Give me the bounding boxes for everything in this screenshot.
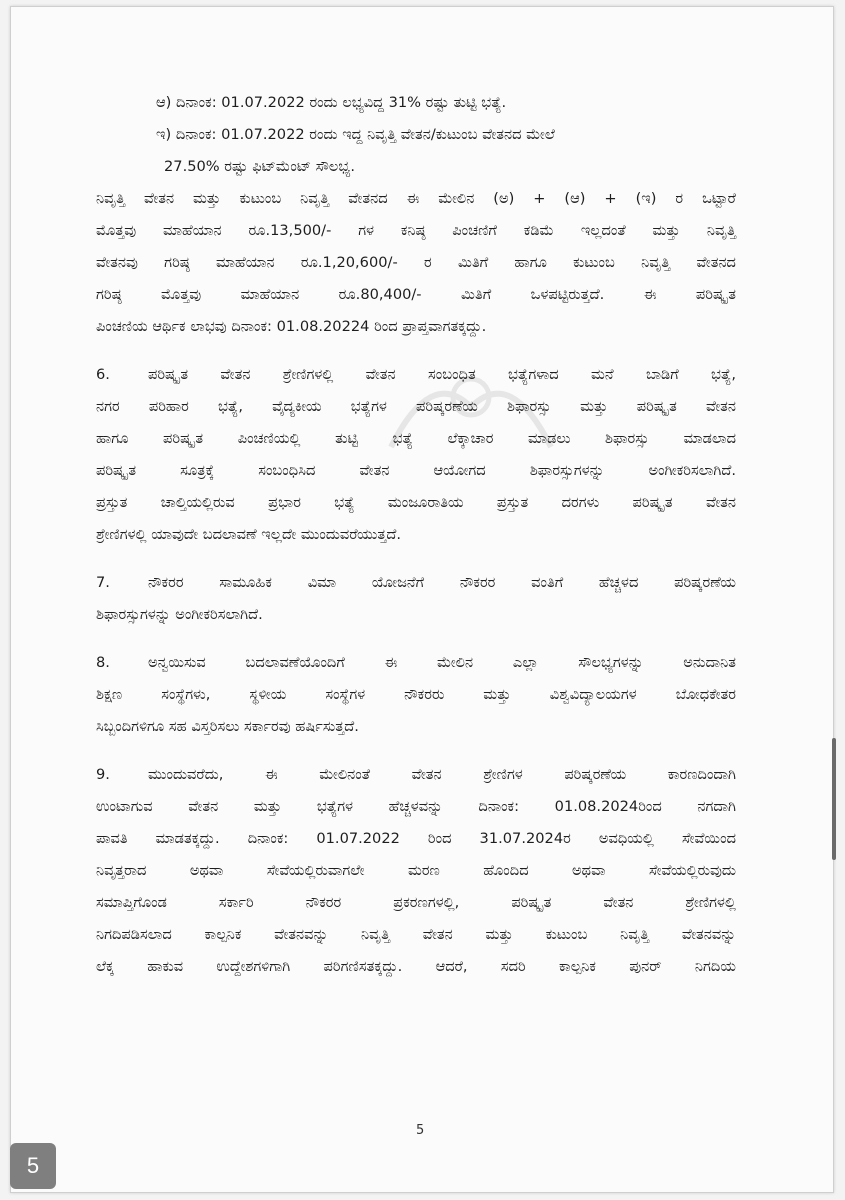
paragraph-9-first-line xyxy=(96,759,736,791)
paragraph-8-first-line xyxy=(96,647,736,679)
document-body xyxy=(96,87,736,983)
document-page xyxy=(10,6,834,1193)
paragraph-line: ಶಿಫಾರಸ್ಸುಗಳನ್ನು ಅಂಗೀಕರಿಸಲಾಗಿದೆ. xyxy=(96,606,263,623)
page-indicator-badge[interactable]: 5 xyxy=(10,1143,56,1189)
paragraph-line: ಪರಿಷ್ಕೃತ ಸೂತ್ರಕ್ಕೆ ಸಂಬಂಧಿಸಿದ ವೇತನ ಆಯೋಗದ ಶಿಫಾರಸ್ಸುಗಳನ್ನು ಅಂಗೀಕರಿಸಲಾಗಿದೆ. xyxy=(96,462,736,479)
paragraph-line: ನಗರ ಪರಿಹಾರ ಭತ್ಯೆ, ವೈದ್ಯಕೀಯ ಭತ್ಯೆಗಳ ಪರಿಷ್ಕರಣೆಯ ಶಿಫಾರಸ್ಸು ಮತ್ತು ಪರಿಷ್ಕೃತ ವೇತನ xyxy=(96,398,736,415)
paragraph-line: ನಿವೃತ್ತಿ ವೇತನ ಮತ್ತು ಕುಟುಂಬ ನಿವೃತ್ತಿ ವೇತನದ ಈ ಮೇಲಿನ (ಅ) + (ಆ) + (ಇ) ರ ಒಟ್ಟಾರೆ xyxy=(96,190,736,207)
paragraph-6-first-line xyxy=(96,359,736,391)
paragraph-line: ಲೆಕ್ಕ ಹಾಕುವ ಉದ್ದೇಶಗಳಿಗಾಗಿ ಪರಿಗಣಿಸತಕ್ಕದ್ದು. ಆದರೆ, ಸದರಿ ಕಾಲ್ಪನಿಕ ಪುನರ್ ನಿಗದಿಯ xyxy=(96,958,736,975)
paragraph-line: ಶ್ರೇಣಿಗಳಲ್ಲಿ ಯಾವುದೇ ಬದಲಾವಣೆ ಇಲ್ಲದೇ ಮುಂದುವರೆಯುತ್ತದೆ. xyxy=(96,526,401,543)
paragraph-line: ನಿಗದಿಪಡಿಸಲಾದ ಕಾಲ್ಪನಿಕ ವೇತನವನ್ನು ನಿವೃತ್ತಿ ವೇತನ ಮತ್ತು ಕುಟುಂಬ ನಿವೃತ್ತಿ ವೇತನವನ್ನು xyxy=(96,926,736,943)
scrollbar-thumb[interactable] xyxy=(832,738,836,860)
paragraph-line: ಹಾಗೂ ಪರಿಷ್ಕೃತ ಪಿಂಚಣಿಯಲ್ಲಿ ತುಟ್ಟಿ ಭತ್ಯೆ ಲೆಕ್ಕಾಚಾರ ಮಾಡಲು ಶಿಫಾರಸ್ಸು ಮಾಡಲಾದ xyxy=(96,430,736,447)
paragraph-number: 9. xyxy=(96,766,110,783)
page-number: 5 xyxy=(416,1123,425,1138)
list-item-i-continued: 27.50% ರಷ್ಟು ಫಿಟ್‌ಮೆಂಟ್ ಸೌಲಭ್ಯ. xyxy=(164,158,356,175)
paragraph-line: ಪಿಂಚಣಿಯ ಆರ್ಥಿಕ ಲಾಭವು ದಿನಾಂಕ: 01.08.20224 ರಿಂದ ಪ್ರಾಪ್ತವಾಗತಕ್ಕದ್ದು. xyxy=(96,318,487,335)
paragraph-text: ಮುಂದುವರೆದು, ಈ ಮೇಲಿನಂತೆ ವೇತನ ಶ್ರೇಣಿಗಳ ಪರಿಷ್ಕರಣೆಯ ಕಾರಣದಿಂದಾಗಿ xyxy=(148,766,736,783)
list-item-aa: ಆ) ದಿನಾಂಕ: 01.07.2022 ರಂದು ಲಭ್ಯವಿದ್ದ 31% ರಷ್ಟು ತುಟ್ಟಿ ಭತ್ಯೆ. xyxy=(156,94,507,111)
paragraph-line: ಗರಿಷ್ಠ ಮೊತ್ತವು ಮಾಹೆಯಾನ ರೂ.80,400/- ಮಿತಿಗೆ ಒಳಪಟ್ಟಿರುತ್ತದೆ. ಈ ಪರಿಷ್ಕೃತ xyxy=(96,286,736,303)
paragraph-text: ಅನ್ವಯಿಸುವ ಬದಲಾವಣೆಯೊಂದಿಗೆ ಈ ಮೇಲಿನ ಎಲ್ಲಾ ಸೌಲಭ್ಯಗಳನ್ನು ಅನುದಾನಿತ xyxy=(148,654,736,671)
paragraph-text: ನೌಕರರ ಸಾಮೂಹಿಕ ವಿಮಾ ಯೋಜನೆಗೆ ನೌಕರರ ವಂತಿಗೆ ಹೆಚ್ಚಳದ ಪರಿಷ್ಕರಣೆಯ xyxy=(148,574,736,591)
paragraph-7-first-line xyxy=(96,567,736,599)
paragraph-line: ಸಮಾಪ್ತಿಗೊಂಡ ಸರ್ಕಾರಿ ನೌಕರರ ಪ್ರಕರಣಗಳಲ್ಲಿ, ಪರಿಷ್ಕೃತ ವೇತನ ಶ್ರೇಣಿಗಳಲ್ಲಿ xyxy=(96,894,736,911)
paragraph-line: ಪಾವತಿ ಮಾಡತಕ್ಕದ್ದು. ದಿನಾಂಕ: 01.07.2022 ರಿಂದ 31.07.2024ರ ಅವಧಿಯಲ್ಲಿ ಸೇವೆಯಿಂದ xyxy=(96,830,736,847)
paragraph-line: ವೇತನವು ಗರಿಷ್ಠ ಮಾಹೆಯಾನ ರೂ.1,20,600/- ರ ಮಿತಿಗೆ ಹಾಗೂ ಕುಟುಂಬ ನಿವೃತ್ತಿ ವೇತನದ xyxy=(96,254,736,271)
paragraph-line: ನಿವೃತ್ತರಾದ ಅಥವಾ ಸೇವೆಯಲ್ಲಿರುವಾಗಲೇ ಮರಣ ಹೊಂದಿದ ಅಥವಾ ಸೇವೆಯಲ್ಲಿರುವುದು xyxy=(96,862,736,879)
paragraph-line: ಉಂಟಾಗುವ ವೇತನ ಮತ್ತು ಭತ್ಯೆಗಳ ಹೆಚ್ಚಳವನ್ನು ದಿನಾಂಕ: 01.08.2024ರಿಂದ ನಗದಾಗಿ xyxy=(96,798,736,815)
paragraph-number: 6. xyxy=(96,366,110,383)
paragraph-line: ಮೊತ್ತವು ಮಾಹೆಯಾನ ರೂ.13,500/- ಗಳ ಕನಿಷ್ಠ ಪಿಂಚಣಿಗೆ ಕಡಿಮೆ ಇಲ್ಲದಂತೆ ಮತ್ತು ನಿವೃತ್ತಿ xyxy=(96,222,736,239)
list-item-i: ಇ) ದಿನಾಂಕ: 01.07.2022 ರಂದು ಇದ್ದ ನಿವೃತ್ತಿ ವೇತನ/ಕುಟುಂಬ ವೇತನದ ಮೇಲೆ xyxy=(156,126,555,143)
paragraph-line: ಶಿಕ್ಷಣ ಸಂಸ್ಥೆಗಳು, ಸ್ಥಳೀಯ ಸಂಸ್ಥೆಗಳ ನೌಕರರು ಮತ್ತು ವಿಶ್ವವಿದ್ಯಾಲಯಗಳ ಬೋಧಕೇತರ xyxy=(96,686,736,703)
paragraph-text: ಪರಿಷ್ಕೃತ ವೇತನ ಶ್ರೇಣಿಗಳಲ್ಲಿ ವೇತನ ಸಂಬಂಧಿತ ಭತ್ಯೆಗಳಾದ ಮನೆ ಬಾಡಿಗೆ ಭತ್ಯೆ, xyxy=(148,366,736,383)
paragraph-number: 7. xyxy=(96,574,110,591)
paragraph-line: ಪ್ರಸ್ತುತ ಚಾಲ್ತಿಯಲ್ಲಿರುವ ಪ್ರಭಾರ ಭತ್ಯೆ ಮಂಜೂರಾತಿಯ ಪ್ರಸ್ತುತ ದರಗಳು ಪರಿಷ್ಕೃತ ವೇತನ xyxy=(96,494,736,511)
paragraph-number: 8. xyxy=(96,654,110,671)
paragraph-line: ಸಿಬ್ಬಂದಿಗಳಿಗೂ ಸಹ ವಿಸ್ತರಿಸಲು ಸರ್ಕಾರವು ಹರ್ಷಿಸುತ್ತದೆ. xyxy=(96,718,359,735)
